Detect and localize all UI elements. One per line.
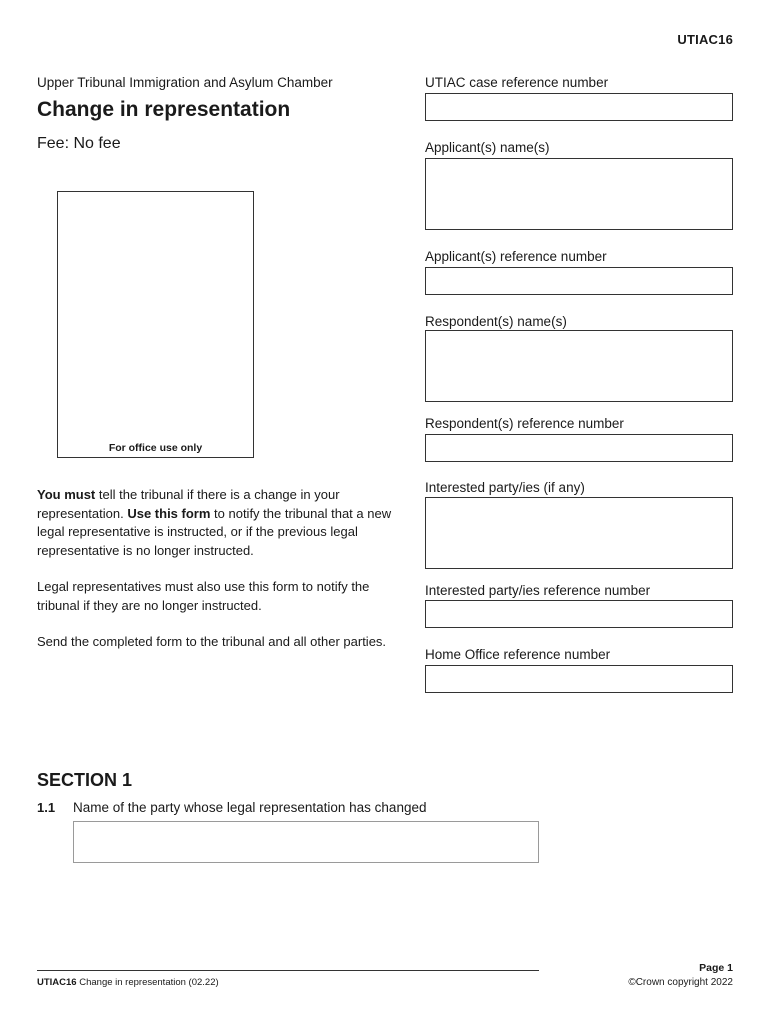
fee-text: Fee: No fee bbox=[37, 135, 121, 152]
footer-form-reference bbox=[37, 977, 219, 988]
page-title: Change in representation bbox=[37, 98, 291, 121]
respondent-name-label: Respondent(s) name(s) bbox=[425, 314, 567, 329]
intro-paragraph-2: Legal representatives must also use this form to notify the tribunal if they are no longer instructed. bbox=[37, 579, 370, 613]
office-use-box bbox=[57, 191, 254, 458]
question-1-1-number: 1.1 bbox=[37, 800, 56, 815]
applicant-ref-label: Applicant(s) reference number bbox=[425, 249, 607, 264]
footer-doc-name: Change in representation (02.22) bbox=[76, 977, 219, 988]
intro-text-1: tell the tribunal if there is a change in your representation. bbox=[37, 487, 340, 521]
interested-party-label: Interested party/ies (if any) bbox=[425, 480, 585, 495]
footer-divider bbox=[37, 970, 539, 971]
party-name-field[interactable] bbox=[73, 821, 539, 863]
interested-party-ref-field[interactable] bbox=[425, 600, 733, 628]
respondent-ref-field[interactable] bbox=[425, 434, 733, 462]
footer-form-code: UTIAC16 bbox=[37, 977, 77, 988]
chamber-name: Upper Tribunal Immigration and Asylum Chamber bbox=[37, 75, 333, 90]
case-ref-field[interactable] bbox=[425, 93, 733, 121]
office-use-label: For office use only bbox=[108, 442, 203, 454]
copyright-notice: ©Crown copyright 2022 bbox=[628, 977, 733, 988]
interested-party-field[interactable] bbox=[425, 497, 733, 569]
question-1-1-label: Name of the party whose legal representation has changed bbox=[73, 800, 427, 815]
intro-text-2: to notify the tribunal that a new legal representative is instructed, or if the previous legal representative is no longer instructed. bbox=[37, 505, 392, 558]
home-office-ref-field[interactable] bbox=[425, 665, 733, 693]
case-ref-label: UTIAC case reference number bbox=[425, 75, 609, 90]
home-office-ref-label: Home Office reference number bbox=[425, 647, 611, 662]
page-number: Page 1 bbox=[699, 962, 733, 974]
intro-emphasis-use-form: Use this form bbox=[127, 505, 211, 521]
form-code: UTIAC16 bbox=[677, 32, 733, 47]
respondent-name-field[interactable] bbox=[425, 330, 733, 402]
interested-party-ref-label: Interested party/ies reference number bbox=[425, 583, 651, 598]
applicant-name-field[interactable] bbox=[425, 158, 733, 230]
applicant-name-label: Applicant(s) name(s) bbox=[425, 140, 550, 155]
intro-paragraph-3: Send the completed form to the tribunal and all other parties. bbox=[37, 634, 387, 649]
intro-emphasis-must: You must bbox=[37, 487, 96, 502]
respondent-ref-label: Respondent(s) reference number bbox=[425, 416, 624, 431]
intro-paragraph-1 bbox=[37, 486, 412, 560]
section-1-title: SECTION 1 bbox=[37, 770, 133, 790]
applicant-ref-field[interactable] bbox=[425, 267, 733, 295]
